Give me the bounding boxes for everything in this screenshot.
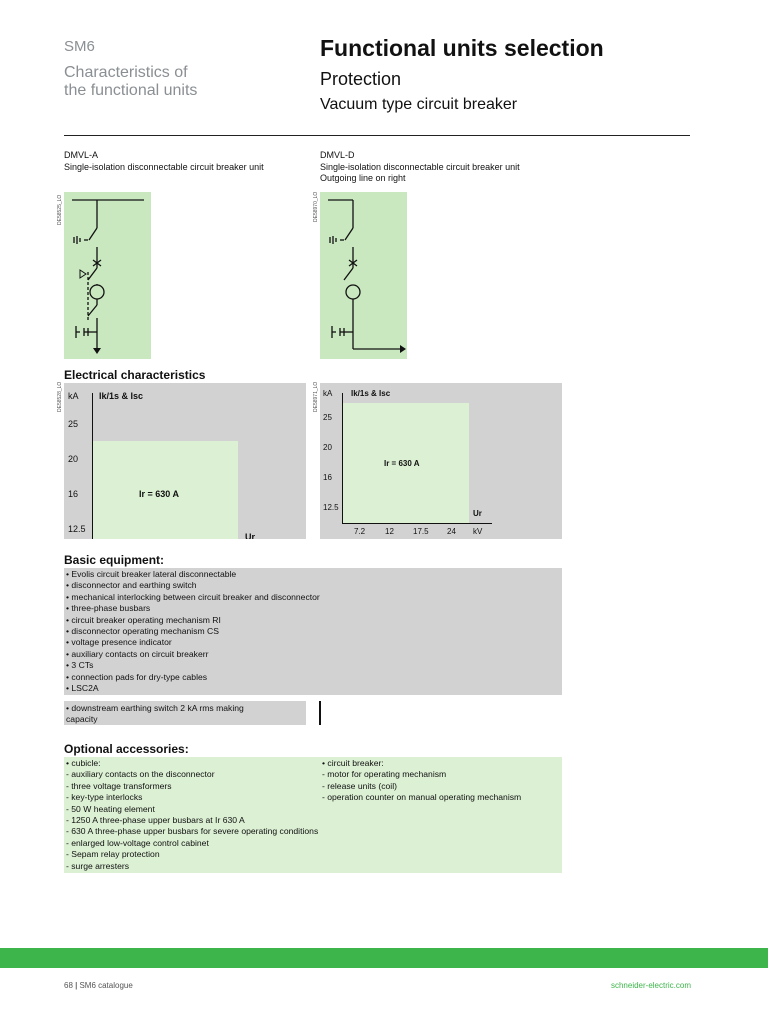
- footer-left: [64, 981, 133, 990]
- subtitle-line-2: the functional units: [64, 82, 198, 99]
- list-item: • 3 CTs: [66, 660, 94, 671]
- list-item: • cubicle:: [66, 758, 101, 768]
- chart2-xtick-3: 17.5: [413, 527, 429, 536]
- list-item: • disconnector and earthing switch: [66, 580, 197, 591]
- optional-left-list: [66, 758, 318, 872]
- chart1-xlabel: Ur: [245, 532, 256, 539]
- unit-a-code: DMVL-A: [64, 150, 99, 160]
- list-item: • downstream earthing switch 2 kA rms making: [66, 703, 244, 713]
- chart1-y-axis: [92, 393, 93, 539]
- list-item: • disconnector operating mechanism CS: [66, 626, 219, 637]
- chart1-ytick-3: 16: [68, 489, 79, 499]
- chart2-y-axis: [342, 393, 343, 524]
- list-item: - operation counter on manual operating mechanism: [322, 792, 522, 803]
- list-item: • LSC2A: [66, 683, 99, 694]
- optional-heading: Optional accessories:: [64, 742, 189, 756]
- divider-mark: [319, 701, 321, 725]
- footer-brand-bar: [0, 948, 768, 968]
- unit-a-caption: [64, 150, 264, 173]
- list-item: - motor for operating mechanism: [322, 769, 447, 780]
- list-item: - key-type interlocks: [66, 792, 143, 803]
- chart2-xunit: kV: [473, 527, 483, 536]
- list-item: - Sepam relay protection: [66, 849, 160, 860]
- subsection-title: Vacuum type circuit breaker: [320, 96, 518, 113]
- chart2-ytick-3: 16: [323, 473, 332, 482]
- list-item: - auxiliary contacts on the disconnector: [66, 769, 215, 780]
- chart2-xtick-2: 12: [385, 527, 394, 536]
- unit-d-desc: Single-isolation disconnectable circuit breaker unit: [320, 161, 520, 172]
- basic-equipment-extra: [64, 701, 306, 725]
- page-title: Functional units selection: [320, 35, 604, 61]
- chart2-x-axis: [342, 523, 492, 524]
- chart2-ylabel: kA: [323, 389, 333, 398]
- list-item: - 630 A three-phase upper busbars for severe operating conditions: [66, 826, 319, 837]
- list-item: - release units (coil): [322, 780, 397, 791]
- header-divider: [64, 135, 690, 136]
- subtitle-line-1: Characteristics of: [64, 64, 188, 81]
- page-number: 68: [64, 981, 73, 990]
- section-title: Protection: [320, 69, 402, 89]
- electrical-heading: Electrical characteristics: [64, 368, 206, 382]
- diagram-d-ref: DE58970_LO: [313, 191, 319, 222]
- footer-site-link[interactable]: schneider-electric.com: [610, 981, 691, 990]
- chart1-title: Ik/1s & Isc: [99, 391, 144, 401]
- list-item: • three-phase busbars: [66, 603, 151, 614]
- series-label: SM6: [64, 38, 95, 55]
- chart2-xtick-1: 7.2: [354, 527, 366, 536]
- chart2-ytick-4: 12.5: [323, 503, 339, 512]
- chart1-ytick-4: 12.5: [68, 524, 86, 534]
- chart1-ytick-2: 20: [68, 454, 79, 464]
- optional-accessories-box: [64, 757, 562, 873]
- list-item: • connection pads for dry-type cables: [66, 671, 208, 682]
- diagram-dmvl-d: [320, 192, 407, 359]
- unit-d-caption: [320, 150, 520, 185]
- list-item: • Evolis circuit breaker lateral disconnectable: [66, 569, 237, 579]
- chart2-title: Ik/1s & Isc: [351, 389, 391, 398]
- list-item: - 1250 A three-phase upper busbars at Ir 630 A: [66, 815, 245, 826]
- list-item: - 50 W heating element: [66, 803, 155, 814]
- section-subtitle: [64, 64, 264, 100]
- chart1-ref: DE58528_LO: [57, 381, 63, 412]
- chart2-xtick-4: 24: [447, 527, 456, 536]
- optional-right-list: [322, 758, 521, 804]
- catalogue-name: SM6 catalogue: [79, 981, 133, 990]
- unit-a-desc: Single-isolation disconnectable circuit breaker unit: [64, 161, 264, 172]
- chart2-ytick-1: 25: [323, 413, 332, 422]
- basic-equipment-heading: Basic equipment:: [64, 553, 165, 567]
- list-item: • circuit breaker operating mechanism RI: [66, 614, 221, 625]
- chart1-ytick-1: 25: [68, 419, 79, 429]
- chart2-ref: DE58971_LO: [313, 381, 319, 412]
- chart-1: [64, 383, 306, 539]
- diagram-dmvl-a: [64, 192, 151, 359]
- diagram-a-ref: DE58525_LO: [57, 194, 63, 225]
- list-item: • voltage presence indicator: [66, 637, 172, 648]
- single-line-diagram-d: [320, 192, 407, 359]
- list-item: - surge arresters: [66, 860, 130, 871]
- list-item: • auxiliary contacts on circuit breakerr: [66, 648, 209, 659]
- list-item: • mechanical interlocking between circuit breaker and disconnector: [66, 591, 320, 602]
- single-line-diagram-a: [64, 192, 151, 359]
- footer-separator: |: [72, 981, 80, 990]
- list-item: - enlarged low-voltage control cabinet: [66, 837, 209, 848]
- chart1-ylabel: kA: [68, 391, 79, 401]
- chart2-xlabel: Ur: [473, 509, 482, 518]
- unit-d-desc2: Outgoing line on right: [320, 173, 406, 183]
- basic-equipment-list: [64, 568, 562, 695]
- list-item: • circuit breaker:: [322, 758, 384, 768]
- chart2-ytick-2: 20: [323, 443, 332, 452]
- list-item: - three voltage transformers: [66, 780, 172, 791]
- unit-d-code: DMVL-D: [320, 150, 355, 160]
- chart2-region-label: Ir = 630 A: [384, 459, 420, 468]
- chart-2: [320, 383, 562, 539]
- list-item: capacity: [66, 714, 98, 725]
- chart1-region-label: Ir = 630 A: [139, 489, 179, 499]
